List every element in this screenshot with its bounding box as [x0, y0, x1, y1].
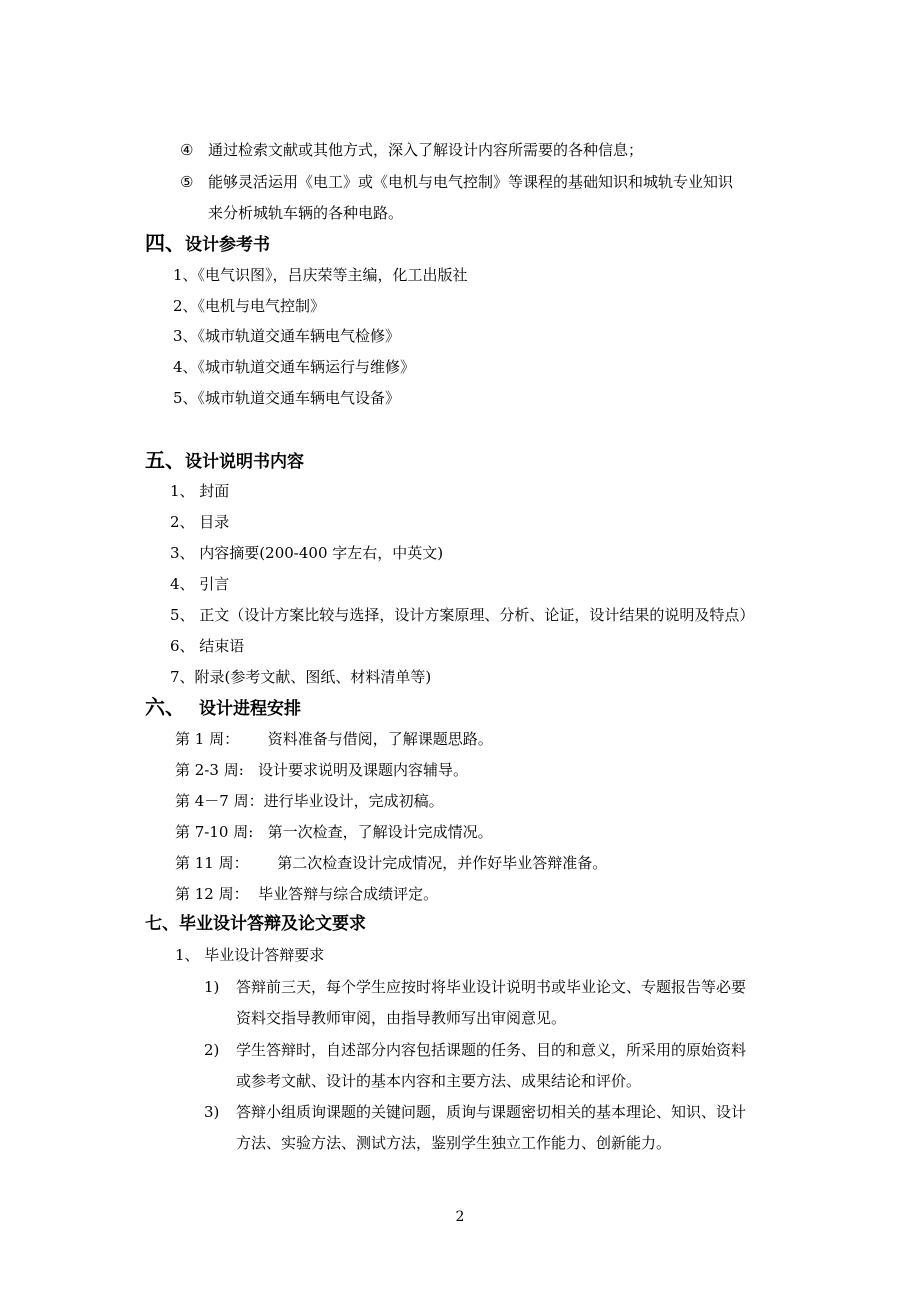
list-item: 4、 引言 — [170, 575, 230, 593]
list-item: 2、 目录 — [170, 513, 230, 531]
section-title: 毕业设计答辩及论文要求 — [179, 914, 366, 934]
page-number: 2 — [455, 1209, 465, 1225]
list-item: 2、《电机与电气控制》 — [173, 297, 326, 315]
section-number: 四、 — [145, 231, 185, 255]
schedule-item: 第 11 周： 第二次检查设计完成情况，并作好毕业答辩准备。 — [175, 854, 608, 872]
paragraph-line: 答辩小组质询课题的关键问题，质询与课题密切相关的基本理论、知识、设计 — [236, 1103, 747, 1121]
list-item: 5、《城市轨道交通车辆电气设备》 — [173, 389, 401, 407]
section-title: 设计说明书内容 — [185, 452, 304, 472]
paragraph-line: 资料交指导教师审阅，由指导教师写出审阅意见。 — [236, 1009, 567, 1027]
paragraph-line: 答辩前三天，每个学生应按时将毕业设计说明书或毕业论文、专题报告等必要 — [236, 978, 747, 996]
schedule-item: 第 2-3 周: 设计要求说明及课题内容辅导。 — [175, 761, 469, 779]
section-number: 五、 — [145, 448, 185, 472]
section-heading — [145, 696, 301, 720]
schedule-item: 第 7-10 周: 第一次检查，了解设计完成情况。 — [175, 823, 493, 841]
list-item: 4、《城市轨道交通车辆运行与维修》 — [173, 358, 416, 376]
list-item: 5、 正文（设计方案比较与选择，设计方案原理、分析、论证，设计结果的说明及特点） — [170, 606, 755, 624]
section-number: 七、 — [145, 914, 179, 934]
list-marker: ⑤ — [180, 173, 194, 191]
section-number: 六、 — [145, 695, 185, 719]
paragraph-line: 来分析城轨车辆的各种电路。 — [208, 204, 404, 222]
paragraph-line: 或参考文献、设计的基本内容和主要方法、成果结论和评价。 — [236, 1072, 642, 1090]
section-heading — [145, 232, 270, 256]
schedule-item: 第 12 周： 毕业答辩与综合成绩评定。 — [175, 885, 439, 903]
schedule-item: 第 4－7 周：进行毕业设计，完成初稿。 — [175, 792, 444, 810]
section-title: 设计参考书 — [185, 235, 270, 255]
schedule-item: 第 1 周： 资料准备与借阅，了解课题思路。 — [175, 730, 493, 748]
list-item: 3、《城市轨道交通车辆电气检修》 — [173, 327, 401, 345]
subsection-title: 1、 毕业设计答辩要求 — [175, 946, 325, 964]
paragraph-line: 通过检索文献或其他方式，深入了解设计内容所需要的各种信息； — [208, 141, 644, 159]
section-heading — [145, 449, 304, 473]
paragraph-line: 能够灵活运用《电工》或《电机与电气控制》等课程的基础知识和城轨专业知识 — [208, 173, 734, 191]
paragraph-line: 方法、实验方法、测试方法，鉴别学生独立工作能力、创新能力。 — [236, 1134, 672, 1152]
list-marker: 1) — [204, 978, 220, 996]
list-item: 1、 封面 — [170, 482, 230, 500]
section-heading — [145, 913, 366, 935]
list-item: 7、附录(参考文献、图纸、材料清单等) — [170, 668, 432, 686]
list-item: 6、 结束语 — [170, 637, 245, 655]
paragraph-line: 学生答辩时，自述部分内容包括课题的任务、目的和意义，所采用的原始资料 — [236, 1041, 747, 1059]
list-marker: 2) — [204, 1041, 220, 1059]
list-item: 3、 内容摘要(200-400 字左右，中英文) — [170, 544, 444, 562]
list-item: 1、《电气识图》，吕庆荣等主编，化工出版社 — [173, 266, 468, 284]
list-marker: 3) — [204, 1103, 220, 1121]
section-title: 设计进程安排 — [199, 699, 301, 719]
list-marker: ④ — [180, 141, 194, 159]
